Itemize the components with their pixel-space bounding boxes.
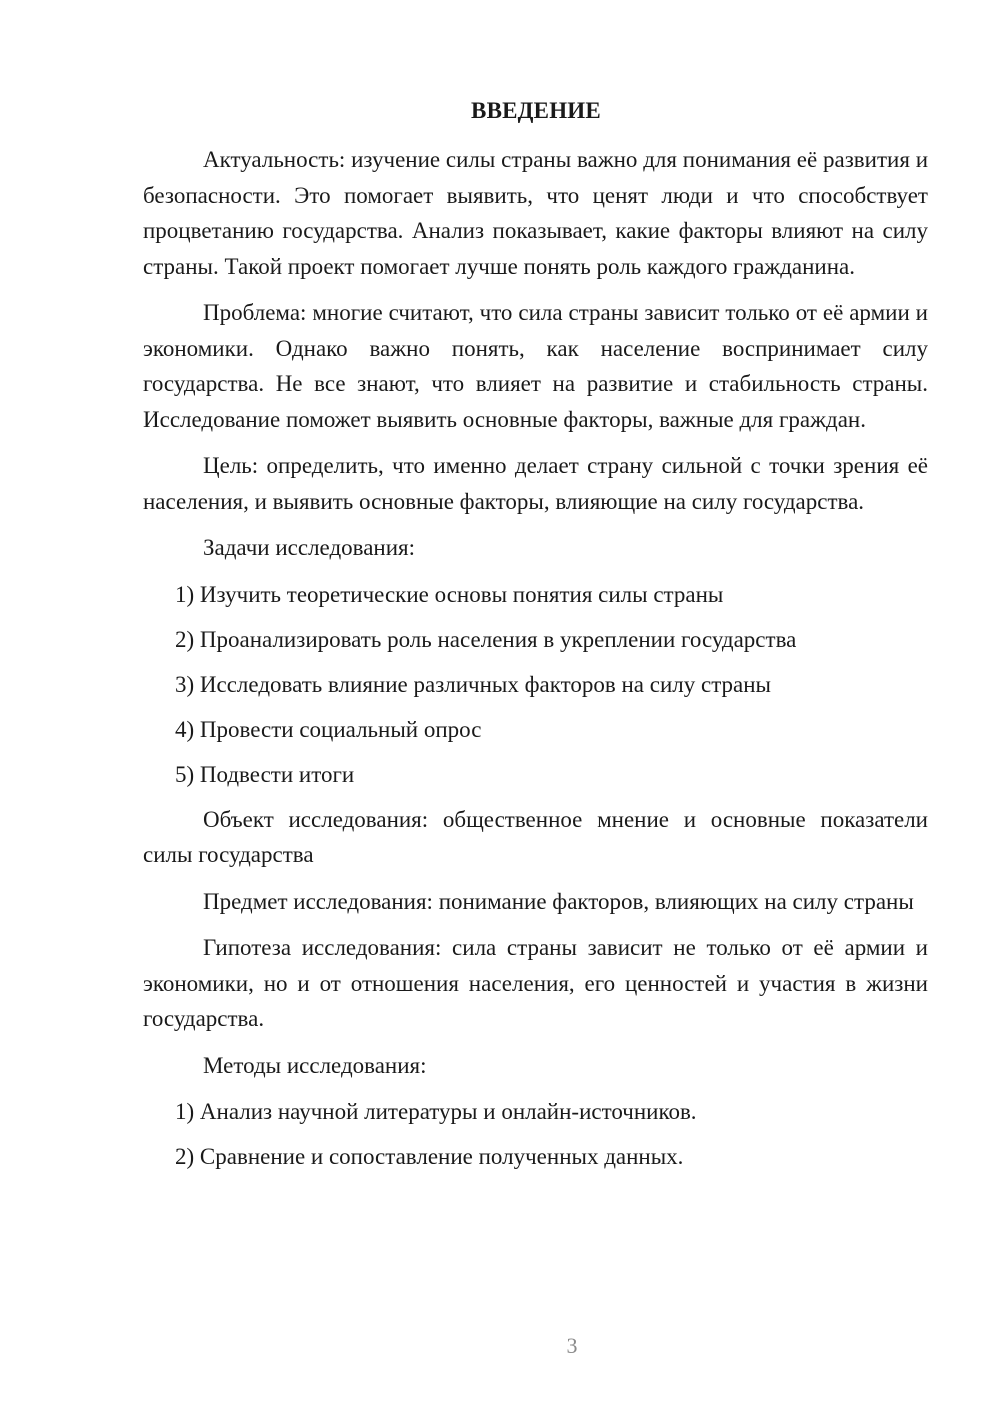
page-number: 3 xyxy=(566,1333,578,1358)
task-item-5: 5) Подвести итоги xyxy=(175,761,355,787)
task-item-3: 3) Исследовать влияние различных факторов на силу страны xyxy=(175,671,772,697)
paragraph-relevance: Актуальность: изучение силы страны важно для понимания её развития и безопасности. Это помогает выявить, что ценят люди и что способствует процветанию государства. Анализ показывает, какие факторы влияют на силу страны. Такой проект помогает лучше понять роль каждого гражданина. xyxy=(143,147,928,279)
paragraph-goal: Цель: определить, что именно делает страну сильной с точки зрения её населения, и выявить основные факторы, влияющие на силу государства. xyxy=(143,453,928,514)
task-item-2: 2) Проанализировать роль населения в укреплении государства xyxy=(175,626,797,652)
paragraph-object: Объект исследования: общественное мнение и основные показатели силы государства xyxy=(143,806,928,867)
task-item-4: 4) Провести социальный опрос xyxy=(175,716,482,742)
method-item-1: 1) Анализ научной литературы и онлайн-источников. xyxy=(175,1099,697,1124)
paragraph-problem: Проблема: многие считают, что сила страны зависит только от её армии и экономики. Однако важно понять, как население воспринимает силу государства. Не все знают, что влияет на развитие и стабильность страны. Исследование поможет выявить основные факторы, важные для граждан. xyxy=(143,300,928,432)
paragraph-subject: Предмет исследования: понимание факторов, влияющих на силу страны xyxy=(203,888,914,914)
document-body xyxy=(143,142,928,1184)
tasks-title: Задачи исследования: xyxy=(203,535,416,560)
page-title: ВВЕДЕНИЕ xyxy=(471,98,601,123)
methods-title: Методы исследования: xyxy=(203,1052,427,1078)
paragraph-hypothesis: Гипотеза исследования: сила страны зависит не только от её армии и экономики, но и от отношения населения, его ценностей и участия в жизни государства. xyxy=(143,935,928,1031)
task-item-1: 1) Изучить теоретические основы понятия силы страны xyxy=(175,581,724,607)
method-item-2: 2) Сравнение и сопоставление полученных данных. xyxy=(175,1144,684,1169)
